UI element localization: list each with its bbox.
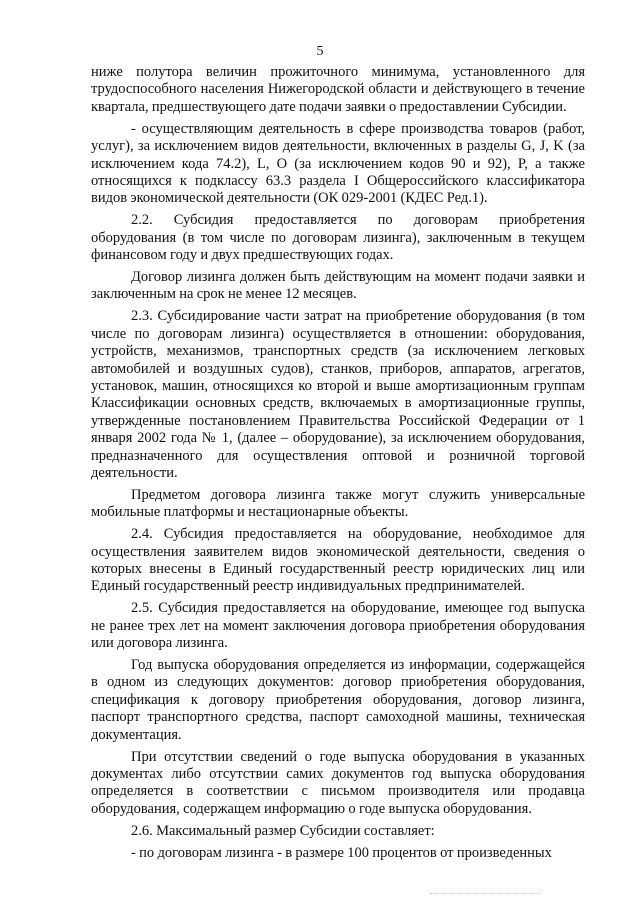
- paragraph-leasing-term: Договор лизинга должен быть действующим на момент подачи заявки и заключенным на срок не менее 12 месяцев.: [91, 268, 585, 303]
- paragraph-activity-exclusions: - осуществляющим деятельность в сфере производства товаров (работ, услуг), за исключением видов деятельности, включенных в разделы G, J, K (за исключением кода 74.2), L, O (за исключением кодов 90 и 92), P, а также относящихся к подклассу 63.3 раздела I Общероссийского классификатора видов экономической деятельности (ОК 029-2001 (КДЕС Ред.1).: [91, 120, 585, 207]
- paragraph-continuation: ниже полутора величин прожиточного минимума, установленного для трудоспособного населения Нижегородской области и действующего в течение квартала, предшествующего дате подачи заявки о предоставлении Субсидии.: [91, 64, 585, 115]
- paragraph-missing-year-info: При отсутствии сведений о годе выпуска оборудования в указанных документах либо отсутствии самих документов год выпуска оборудования определяется в соответствии с письмом производителя или продавца оборудования, содержащем информацию о годе выпуска оборудования.: [91, 748, 585, 817]
- paragraph-2-5: 2.5. Субсидия предоставляется на оборудование, имеющее год выпуска не ранее трех лет на момент заключения договора приобретения оборудования или договора лизинга.: [91, 600, 585, 652]
- paragraph-2-3: 2.3. Субсидирование части затрат на приобретение оборудования (в том числе по договорам лизинга) осуществляется в отношении: оборудования, устройств, механизмов, транспортных средств (за исключением легковых автомобилей и воздушных судов), станков, приборов, аппаратов, агрегатов, установок, машин, относящихся ко второй и выше амортизационным группам Классификации основных средств, включаемых в амортизационные группы, утвержденные постановлением Правительства Российской Федерации от 1 января 2002 года № 1, (далее – оборудование), за исключением оборудования, предназначенного для осуществления оптовой и розничной торговой деятельности.: [91, 308, 585, 481]
- paragraph-leasing-share: - по договорам лизинга - в размере 100 процентов от произведенных: [131, 844, 552, 861]
- paragraph-leasing-subject: Предметом договора лизинга также могут служить универсальные мобильные платформы и нестационарные объекты.: [91, 486, 585, 521]
- page-number: 5: [316, 44, 324, 59]
- document-body: [91, 64, 585, 866]
- paragraph-year-of-manufacture: Год выпуска оборудования определяется из информации, содержащейся в одном из следующих документов: договор приобретения оборудования, спецификация к договору приобретения оборудования, договор лизинга, паспорт транспортного средства, паспорт самоходной машины, техническая документация.: [91, 657, 585, 743]
- scan-artifact: [430, 893, 540, 897]
- paragraph-2-4: 2.4. Субсидия предоставляется на оборудование, необходимое для осуществления заявителем видов экономической деятельности, сведения о которых внесены в Единый государственный реестр юридических лиц или Единый государственный реестр индивидуальных предпринимателей.: [91, 526, 585, 595]
- paragraph-2-2: 2.2. Субсидия предоставляется по договорам приобретения оборудования (в том числе по договорам лизинга), заключенным в текущем финансовом году и двух предшествующих годах.: [91, 212, 585, 264]
- paragraph-2-6: 2.6. Максимальный размер Субсидии составляет:: [131, 822, 435, 839]
